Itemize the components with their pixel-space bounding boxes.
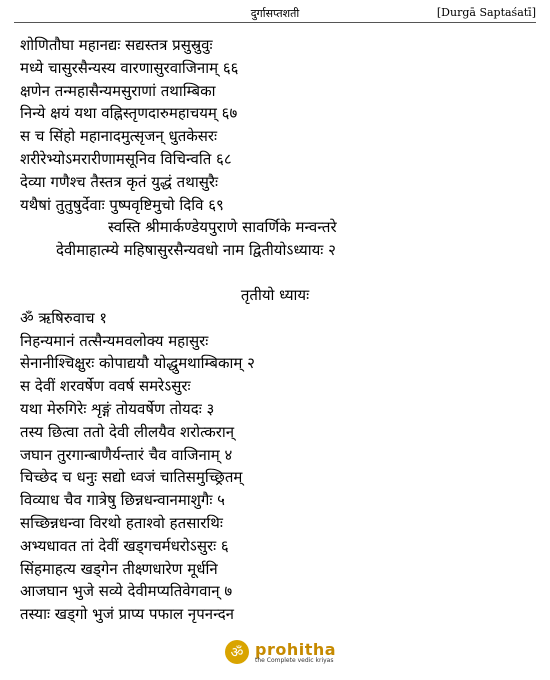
header-title: दुर्गासप्तशती	[250, 7, 300, 20]
verse-line: तस्याः खड्गो भुजं प्राप्य पफाल नृपनन्दन	[20, 605, 235, 624]
verse-line: सच्छिन्नधन्वा विरथो हताश्वो हतसारथिः	[20, 513, 223, 532]
logo-tagline: the Complete vedic kriyas	[255, 657, 334, 664]
verse-line: मध्ये चासुरसैन्यस्य वारणासुरवाजिनाम् ६६	[20, 58, 239, 77]
verse-line: आजघान भुजे सव्ये देवीमप्यतिवेगवान् ७	[20, 582, 233, 601]
verse-line: सिंहमाहत्य खड्गेन तीक्ष्णधारेण मूर्धनि	[20, 559, 218, 578]
om-icon: ॐ	[225, 640, 249, 664]
verse-line: तस्य छित्वा ततो देवी लीलयैव शरोत्करान्	[20, 422, 235, 441]
verse-line: देवीमाहात्म्ये महिषासुरसैन्यवधो नाम द्वितीयोऽध्यायः २	[56, 241, 336, 260]
verse-line: स देवीं शरवर्षेण ववर्ष समरेऽसुरः	[20, 377, 191, 396]
verse-line: स च सिंहो महानादमुत्सृजन् धुतकेसरः	[20, 127, 218, 146]
prohitha-logo	[225, 640, 336, 664]
section-gap	[0, 262, 550, 284]
logo-text: prohitha	[255, 640, 337, 659]
verse-line: ॐ ऋषिरुवाच १	[20, 308, 108, 327]
verse-text-block	[0, 34, 550, 626]
verse-line: चिच्छेद च धनुः सद्यो ध्वजं चातिसमुच्छ्रितम्	[20, 468, 243, 487]
verse-line: देव्या गणैश्च तैस्तत्र कृतं युद्धं तथासुरैः	[20, 172, 219, 191]
verse-line: अभ्यधावत तां देवीं खड्गचर्मधरोऽसुरः ६	[20, 536, 229, 555]
chapter-heading: तृतीयो ध्यायः	[240, 285, 310, 304]
verse-line: शोणितौघा महानद्यः सद्यस्तत्र प्रसुस्रुवुः	[20, 36, 213, 54]
verse-line: स्वस्ति श्रीमार्कण्डेयपुराणे सावर्णिके मन्वन्तरे	[108, 218, 337, 237]
verse-line: सेनानीश्चिक्षुरः कोपाद्ययौ योद्धुमथाम्बिकाम् २	[20, 354, 255, 373]
verse-line: जघान तुरगान्बाणैर्यन्तारं चैव वाजिनाम् ४	[20, 445, 233, 464]
verse-line: शरीरेभ्योऽमरारीणामसूनिव विचिन्वति ६८	[20, 149, 232, 168]
header-rule	[14, 22, 536, 23]
verse-line: विव्याध चैव गात्रेषु छिन्नधन्वानमाशुगैः ५	[20, 491, 225, 510]
verse-line: क्षणेन तन्महासैन्यमसुराणां तथाम्बिका	[20, 81, 216, 100]
verse-line: यथैषां तुतुषुर्देवाः पुष्पवृष्टिमुचो दिवि ६९	[20, 195, 224, 214]
page-footer	[0, 640, 550, 672]
verse-line: निहन्यमानं तत्सैन्यमवलोक्य महासुरः	[20, 331, 209, 350]
header-title-transliteration: [Durgā Saptaśatī]	[436, 6, 536, 19]
verse-line: यथा मेरुगिरेः शृङ्गं तोयवर्षेण तोयदः ३	[20, 399, 215, 418]
verse-line: निन्ये क्षयं यथा वह्निस्तृणदारुमहाचयम् ६७	[20, 104, 238, 123]
